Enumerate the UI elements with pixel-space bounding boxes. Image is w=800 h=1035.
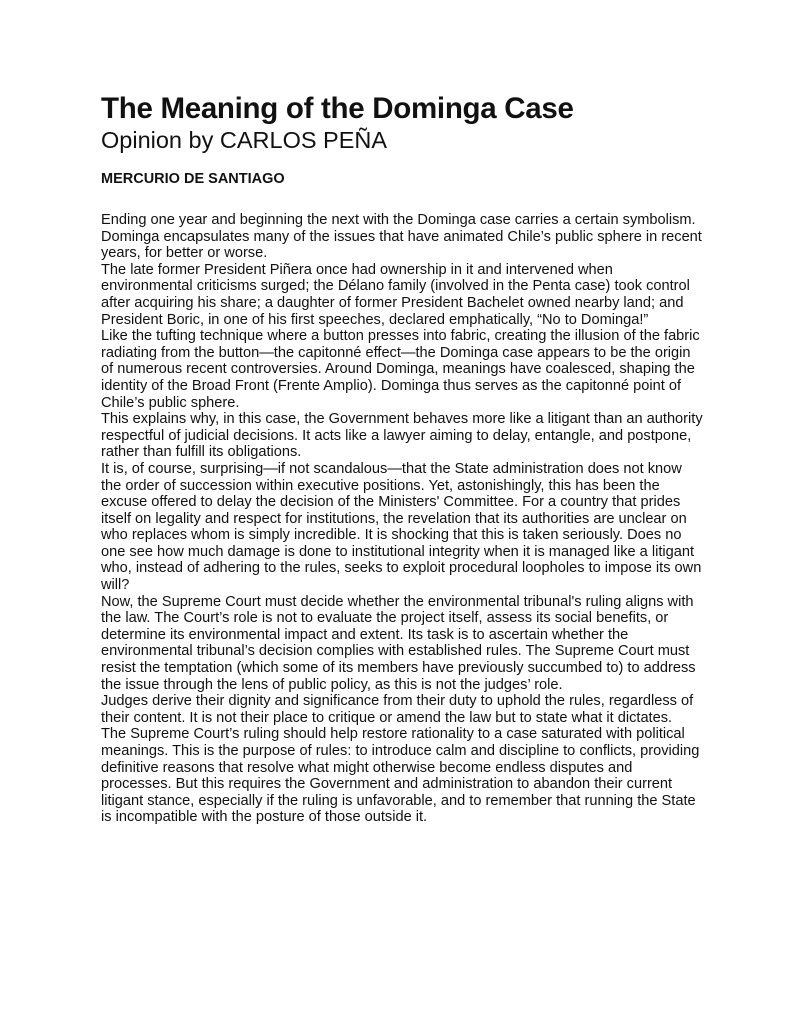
article-source: MERCURIO DE SANTIAGO [101, 171, 285, 187]
paragraph: It is, of course, surprising—if not scandalous—that the State administration does not know the order of succession within executive positions. Yet, astonishingly, this has been the excuse offered to delay the decision of the Ministers' Committee. For a country that prides itself on legality and respect for institutions, the revelation that its authorities are unclear on who replaces whom is simply incredible. It is shocking that this is taken seriously. Does no one see how much damage is done to institutional integrity when it is managed like a litigant who, instead of adhering to the rules, seeks to exploit procedural loopholes to impose its own will? [101, 460, 702, 594]
article [101, 92, 706, 826]
paragraph: The late former President Piñera once had ownership in it and intervened when environmental criticisms surged; the Délano family (involved in the Penta case) took control after acquiring his share; a daughter of former President Bachelet owned nearby land; and President Boric, in one of his first speeches, declared emphatically, “No to Dominga!” [101, 261, 690, 328]
paragraph: Like the tufting technique where a button presses into fabric, creating the illusion of the fabric radiating from the button—the capitonné effect—the Dominga case appears to be the origin of numerous recent controversies. Around Dominga, meanings have coalesced, shaping the identity of the Broad Front (Frente Amplio). Dominga thus serves as the capitonné point of Chile’s public sphere. [101, 328, 700, 411]
paragraph: The Supreme Court’s ruling should help restore rationality to a case saturated with political meanings. This is the purpose of rules: to introduce calm and discipline to conflicts, providing definitive reasons that resolve what might otherwise become endless disputes and processes. But this requires the Government and administration to abandon their current litigant stance, especially if the ruling is unfavorable, and to remember that running the State is incompatible with the posture of those outside it. [101, 726, 700, 826]
paragraph: This explains why, in this case, the Government behaves more like a litigant than an authority respectful of judicial decisions. It acts like a lawyer aiming to delay, entangle, and postpone, rather than fulfill its obligations. [101, 411, 703, 461]
article-byline: Opinion by CARLOS PEÑA [101, 127, 388, 153]
article-body [101, 212, 706, 826]
article-title: The Meaning of the Dominga Case [101, 92, 574, 125]
paragraph: Ending one year and beginning the next with the Dominga case carries a certain symbolism. Dominga encapsulates many of the issues that have animated Chile’s public sphere in recent years, for better or worse. [101, 212, 702, 262]
paragraph: Now, the Supreme Court must decide whether the environmental tribunal's ruling aligns with the law. The Court’s role is not to evaluate the project itself, assess its social benefits, or determine its environmental impact and extent. Its task is to ascertain whether the environmental tribunal’s decision complies with established rules. The Supreme Court must resist the temptation (which some of its members have previously succumbed to) to address the issue through the lens of public policy, as this is not the judges’ role. [101, 593, 696, 693]
paragraph: Judges derive their dignity and significance from their duty to uphold the rules, regardless of their content. It is not their place to critique or amend the law but to state what it dictates. [101, 693, 694, 726]
